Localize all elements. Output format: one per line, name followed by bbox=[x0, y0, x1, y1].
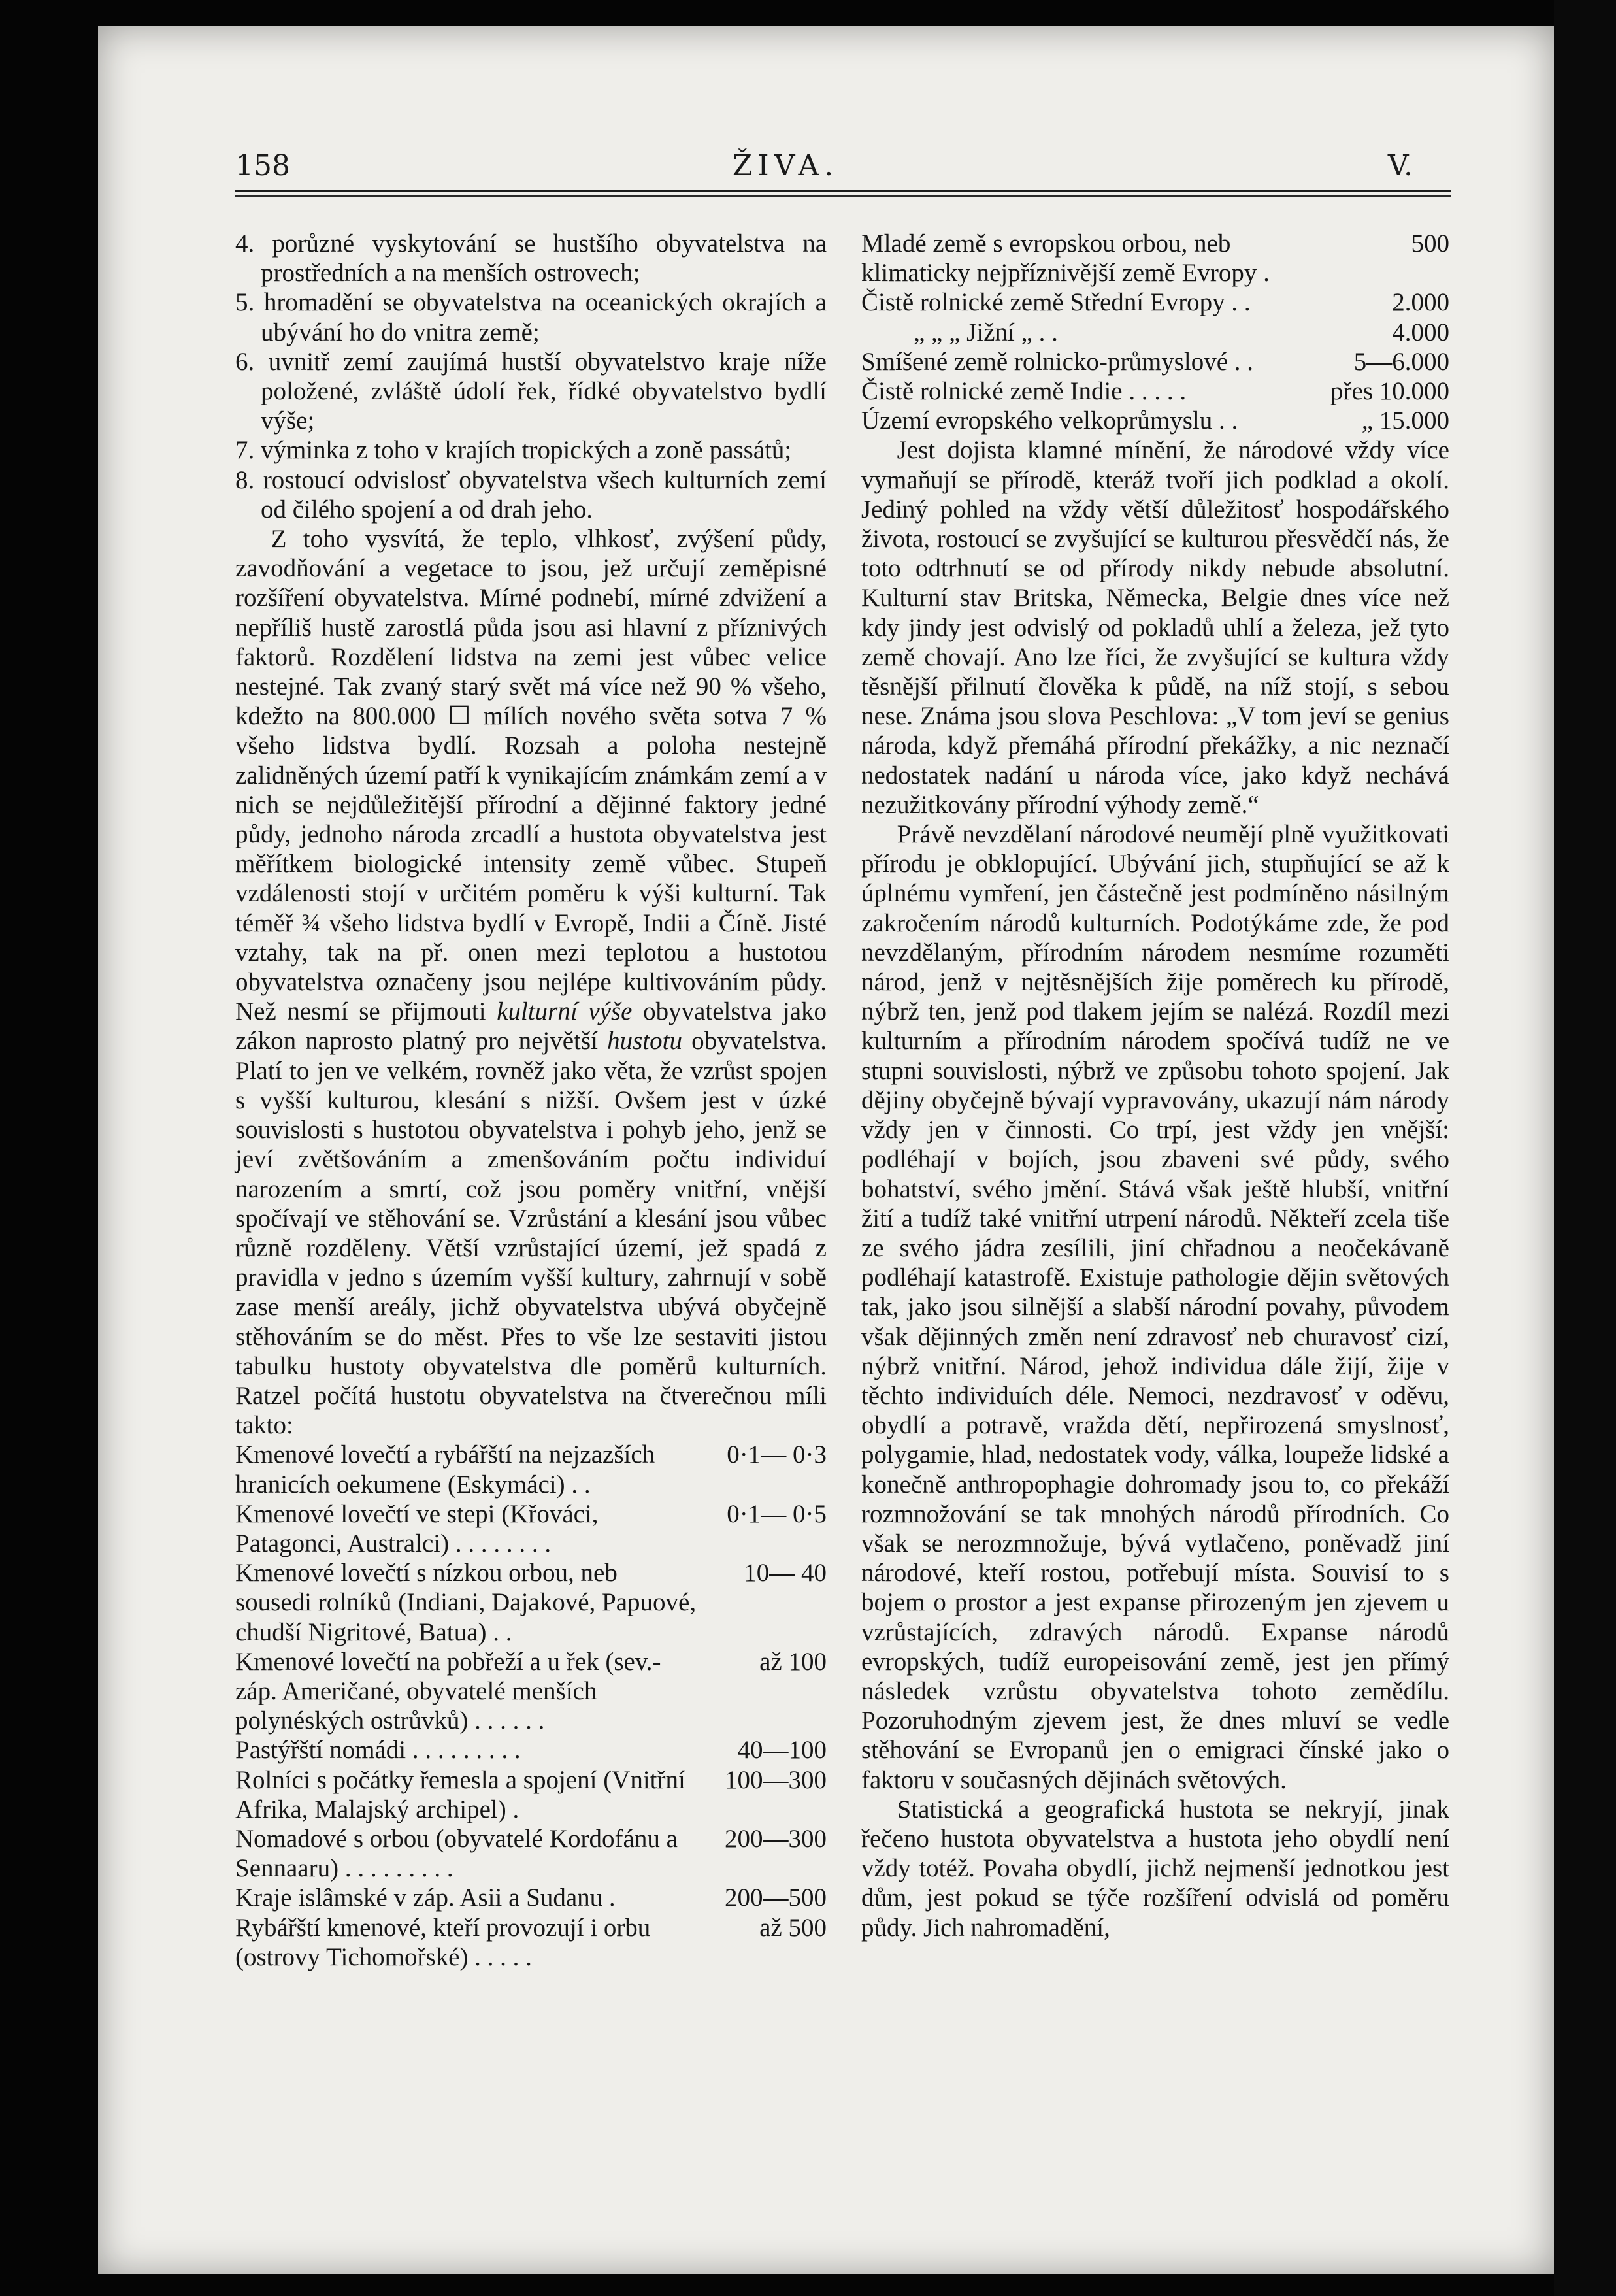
list-item: 5. hromadění se obyvatelstva na oceanických okrajích a ubývání ho do vnitra země; bbox=[235, 288, 827, 346]
table-label: Kmenové lovečtí s nízkou orbou, neb sousedi rolníků (Indiani, Dajakové, Papuové, chudší Nigritové, Batua) . . bbox=[235, 1559, 697, 1646]
table-label: Smíšené země rolnicko-průmyslové . . bbox=[861, 347, 1254, 376]
table-row bbox=[861, 347, 1449, 376]
body-paragraph bbox=[235, 524, 827, 1440]
body-paragraph: Statistická a geografická hustota se nekryjí, jinak řečeno hustota obyvatelstva a hustota jeho obydlí není vždy totéž. Povaha obydlí, jichž nejmenší jednotkou jest dům, jest pokud se týče rozšíření odvislá od poměru půdy. Jich nahromadění, bbox=[861, 1795, 1449, 1942]
table-value: 40—100 bbox=[737, 1736, 827, 1765]
scan-border bbox=[1554, 0, 1616, 2296]
table-value: 10— 40 bbox=[744, 1559, 827, 1588]
table-label: Kraje islâmské v záp. Asii a Sudanu . bbox=[235, 1884, 616, 1912]
list-item: 8. rostoucí odvislosť obyvatelstva všech kulturních zemí od čilého spojení a od drah jeho. bbox=[235, 465, 827, 524]
page-number: 158 bbox=[235, 149, 290, 182]
body-paragraph: Jest dojista klamné mínění, že národové vždy více vymaňují se přírodě, kteráž tvoří jich podklad a okolí. Jediný pohled na vždy větší důležitosť hospodářského života, rostoucí se zvyšující se kulturou přesvědčí nás, že toto odtrhnutí se od přírody nikdy nebude absolutní. Kulturní stav Britska, Německa, Belgie dnes více než kdy jindy jest odvislý od pokladů uhlí a železa, jež tyto země chovají. Ano lze říci, že zvyšující se kultura vždy těsnější přilnutí člověka k půdě, na níž stojí, s sebou nese. Známa jsou slova Peschlova: „V tom jeví se genius národa, když přemáhá přírodní překážky, a nic neznačí nedostatek nadání u národa více, jako když nechává nezužitkovány přírodní výhody země.“ bbox=[861, 436, 1449, 819]
table-label: Kmenové lovečtí ve stepi (Křováci, Patagonci, Australci) . . . . . . . . bbox=[235, 1499, 599, 1557]
table-row bbox=[235, 1765, 827, 1824]
journal-title: ŽIVA. bbox=[732, 149, 839, 182]
table-value: 5—6.000 bbox=[1353, 347, 1449, 376]
table-row bbox=[861, 318, 1449, 347]
table-label: Mladé země s evropskou orbou, neb klimaticky nejpříznivější země Evropy . bbox=[861, 229, 1270, 288]
table-value: 2.000 bbox=[1392, 288, 1449, 317]
table-label: Nomadové s orbou (obyvatelé Kordofánu a Sennaaru) . . . . . . . . . bbox=[235, 1824, 678, 1883]
table-row bbox=[861, 376, 1449, 406]
table-value: 0·1— 0·5 bbox=[727, 1499, 827, 1528]
density-table bbox=[235, 1440, 827, 1972]
table-label: Čistě rolnické země Indie . . . . . bbox=[861, 377, 1187, 406]
header-rule bbox=[235, 190, 1451, 192]
page-header bbox=[146, 145, 1425, 187]
table-label: Rolníci s počátky řemesla a spojení (Vnitřní Afrika, Malajský archipel) . bbox=[235, 1765, 685, 1823]
paragraph-text: Z toho vysvítá, že teplo, vlhkosť, zvýšení půdy, zavodňování a vegetace to jsou, jež určují zeměpisné rozšíření obyvatelstva. Mírné podnebí, mírné zdvižení a nepříliš hustě zarostlá půda jsou asi hlavní z příznivých faktorů. Rozdělení lidstva na zemi jest vůbec velice nestejné. Tak zvaný starý svět má více než 90 % všeho, kdežto na 800.000 ☐ mílích nového světa sotva 7 % všeho lidstva bydlí. Rozsah a poloha nestejně zalidněných území patří k vynikajícím známkám zemí a v nich se nejdůležitější přírodní a dějinné faktory jedné půdy, jednoho národa zrcadlí a hustota obyvatelstva jest měřítkem biologické intensity země vůbec. Stupeň vzdálenosti stojí v určitém poměru k výši kulturní. Tak téměř ¾ všeho lidstva bydlí v Evropě, Indii a Číně. Jisté vztahy, tak na př. onen mezi teplotou a hustotou obyvatelstva označeny jsou nejlépe kultivováním půdy. Než nesmí se přijmouti bbox=[235, 525, 827, 1026]
table-label: Pastýřští nomádi . . . . . . . . . bbox=[235, 1736, 521, 1765]
table-row bbox=[235, 1883, 827, 1912]
list-item: 4. porůzné vyskytování se hustšího obyvatelstva na prostředních a na menších ostrovech; bbox=[235, 229, 827, 288]
table-label: Rybářští kmenové, kteří provozují i orbu (ostrovy Tichomořské) . . . . . bbox=[235, 1913, 651, 1971]
list-item: 7. výminka z toho v krajích tropických a zoně passátů; bbox=[235, 436, 792, 465]
table-value: 100—300 bbox=[725, 1765, 827, 1794]
table-value: 4.000 bbox=[1392, 318, 1449, 346]
table-label: Kmenové lovečtí a rybářští na nejzazších hranicích oekumene (Eskymáci) . . bbox=[235, 1440, 655, 1499]
table-row bbox=[235, 1440, 827, 1499]
table-label: „ „ „ Jižní „ . . bbox=[914, 318, 1058, 346]
list-item: 6. uvnitř zemí zaujímá hustší obyvatelstvo kraje níže položené, zvláště údolí řek, řídké obyvatelstvo bydlí výše; bbox=[235, 347, 827, 435]
density-table-continued bbox=[861, 229, 1449, 435]
emphasis-text: kulturní výše bbox=[497, 997, 633, 1026]
left-column bbox=[235, 229, 827, 1972]
table-row bbox=[861, 229, 1449, 288]
table-value: „ 15.000 bbox=[1361, 407, 1449, 435]
body-paragraph: Právě nevzdělaní národové neumějí plně využitkovati přírodu je obklopující. Ubývání jich, stupňující se až k úplnému vymření, jen částečně jest podmíněno násilným zakročením národů kulturních. Podotýkáme zde, že pod nevzdělaným, přírodním národem nesmíme rozuměti národ, jenž v nejtěsnějších žije poměrech ku přírodě, nýbrž ten, jenž pod tlakem jejím se nalézá. Rozdíl mezi kulturním a přírodním národem spočívá tudíž ne ve stupni souvislosti, nýbrž ve způsobu tohoto spojení. Jak dějiny obyčejně bývají vypravovány, ukazují nám národy vždy jen v činnosti. Co trpí, jest vždy jen vnější: podléhají v bojích, jsou zbaveni své půdy, svého bohatství, svého jmění. Stává však ještě hlubší, vnitřní žití a tudíž také vnitřní utrpení národů. Někteří zcela tiše ze svého jádra zesílili, jiní chřadnou a neočekávaně podléhají katastrofě. Existuje pathologie dějin světových tak, jako jsou silnější a slabší národní povahy, původem však dějinných změn není zdravosť neb churavosť cizí, nýbrž vnitřní. Národ, jehož individua dále žijí, žije v těchto individuích déle. Nemoci, nezdravosť v oděvu, obydlí a potravě, vražda dětí, nepřirozená smyslnosť, polygamie, hlad, nedostatek vody, válka, loupeže lidské a konečně anthropophagie dohromady jsou to, co překáží rozmnožování se tak mnohých národů přírodních. Co však se nerozmnožuje, bývá vytlačeno, poněvadž jiní národové, kteří rostou, potřebují místa. Souvisí to s bojem o prostor a jest expanse přirozeným jen zjevem u vzrůstajících, zdravých národů. Expanse národů evropských, tudíž europeisování země, jest jen přímý následek vzrůstu obyvatelstva tohoto zemědílu. Pozoruhodným zjevem jest, že dnes mluví se vedle stěhování se Evropanů jen o emigraci čínské jako o faktoru v současných dějinách světových. bbox=[861, 820, 1449, 1794]
table-row bbox=[235, 1499, 827, 1558]
table-row bbox=[235, 1824, 827, 1883]
table-value: přes 10.000 bbox=[1330, 377, 1449, 406]
right-column bbox=[861, 229, 1449, 1942]
table-value: až 500 bbox=[759, 1913, 827, 1942]
table-row bbox=[235, 1558, 827, 1647]
paragraph-text: obyvatelstva. Platí to jen ve velkém, rovněž jako věta, že vzrůst spojen s vyšší kulturou, klesání s nižší. Ovšem jest v úzké souvislosti s hustotou obyvatelstva i pohyb jeho, jenž se jeví zvětšováním a zmenšováním počtu individuí narozením a smrtí, což jsou poměry vnitřní, vnější spočívají ve stěhování se. Vzrůstání a klesání jsou vůbec různě rozděleny. Větší vzrůstající území, jež spadá z pravidla v jedno s územím vyšší kultury, zahrnují v sobě zase menší areály, jichž obyvatelstva ubývá obyčejně stěhováním se do měst. Přes to vše lze sestaviti jistou tabulku hustoty obyvatelstva dle poměrů kulturních. Ratzel počítá hustotu obyvatelstva na čtverečnou míli takto: bbox=[235, 1027, 827, 1440]
table-label: Čistě rolnické země Střední Evropy . . bbox=[861, 288, 1251, 317]
table-row bbox=[235, 1647, 827, 1736]
table-label: Území evropského velkoprůmyslu . . bbox=[861, 407, 1238, 435]
table-value: 200—500 bbox=[725, 1884, 827, 1912]
table-row bbox=[861, 406, 1449, 435]
table-value: 500 bbox=[1411, 229, 1449, 258]
table-row bbox=[861, 288, 1449, 317]
table-label: Kmenové lovečtí na pobřeží a u řek (sev.-záp. Američané, obyvatelé menších polynéských ostrůvků) . . . . . . bbox=[235, 1647, 661, 1735]
table-value: až 100 bbox=[759, 1647, 827, 1676]
paragraph-text: obyvatelstva jako zákon naprosto platný pro největší bbox=[235, 997, 827, 1056]
table-row bbox=[235, 1913, 827, 1972]
emphasis-text: hustotu bbox=[607, 1027, 682, 1056]
table-value: 0·1— 0·3 bbox=[727, 1440, 827, 1469]
table-row bbox=[235, 1735, 827, 1765]
volume-number: V. bbox=[1387, 149, 1413, 182]
table-value: 200—300 bbox=[725, 1824, 827, 1853]
header-rule-thin bbox=[235, 195, 1451, 197]
